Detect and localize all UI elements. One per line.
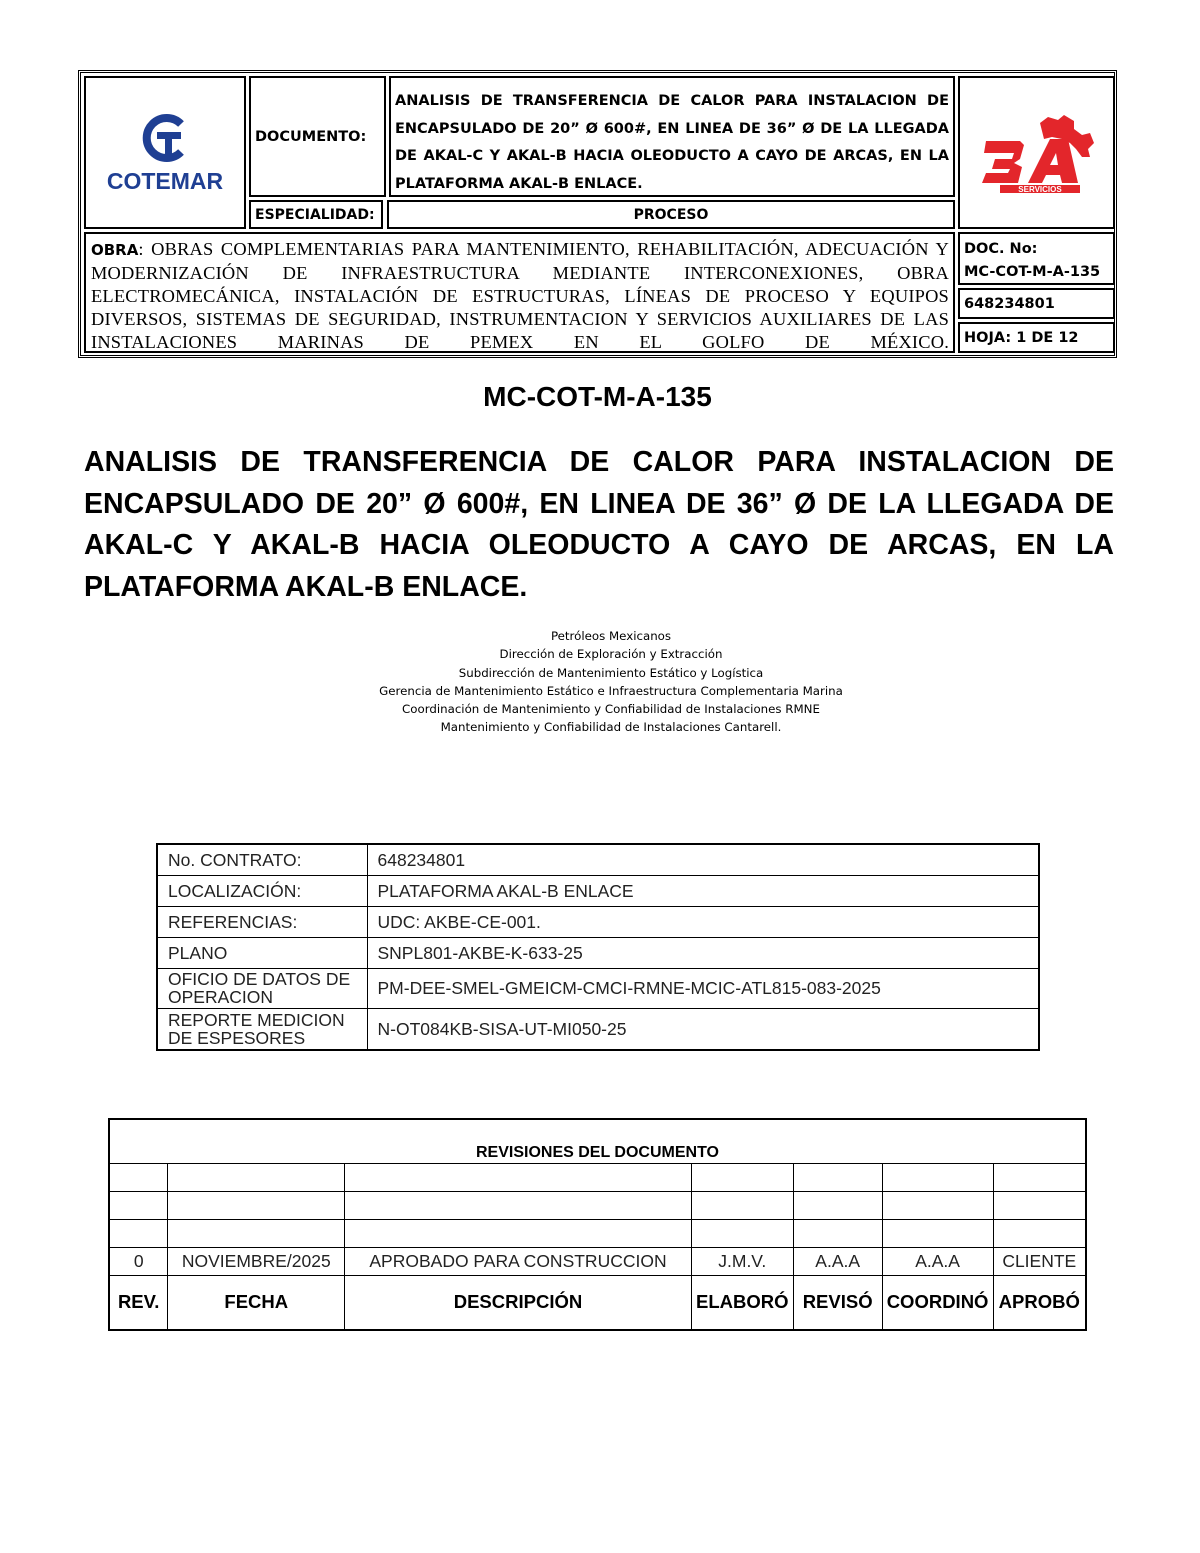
header-description: DESCRIPCIÓN	[345, 1275, 692, 1330]
table-cell	[345, 1191, 692, 1219]
revision-row	[109, 1247, 1086, 1275]
org-line: Subdirección de Mantenimiento Estático y Logística	[458, 665, 764, 680]
table-row	[157, 906, 1039, 937]
table-cell	[993, 1219, 1086, 1247]
table-cell	[993, 1191, 1086, 1219]
document-label: DOCUMENTO:	[249, 76, 386, 197]
table-cell	[993, 1163, 1086, 1191]
servicios-3a-logo-icon	[978, 111, 1096, 195]
table-row	[109, 1119, 1086, 1163]
table-row	[109, 1219, 1086, 1247]
table-cell	[793, 1219, 882, 1247]
org-line: Petróleos Mexicanos	[550, 629, 672, 643]
obra-description	[84, 232, 955, 353]
document-header	[78, 70, 1117, 358]
table-value: UDC: AKBE-CE-001.	[367, 906, 1039, 937]
servicios-3a-logo	[958, 76, 1115, 229]
table-value: PLATAFORMA AKAL-B ENLACE	[367, 875, 1039, 906]
table-cell	[109, 1219, 168, 1247]
table-cell	[109, 1191, 168, 1219]
sheet-count: HOJA: 1 DE 12	[958, 322, 1115, 353]
table-cell	[168, 1163, 345, 1191]
table-cell	[345, 1219, 692, 1247]
specialty-value: PROCESO	[387, 200, 955, 229]
table-key: REFERENCIAS:	[157, 906, 367, 937]
org-line: Gerencia de Mantenimiento Estático e Infraestructura Complementaria Marina	[379, 683, 843, 698]
document-title: ANALISIS DE TRANSFERENCIA DE CALOR PARA INSTALACION DE ENCAPSULADO DE 20” Ø 600#, EN LINEA DE 36” Ø DE LA LLEGADA DE AKAL-C Y AKAL-B HACIA OLEODUCTO A CAYO DE ARCAS, EN LA PLATAFORMA AKAL-B ENLACE.	[389, 76, 955, 197]
table-cell	[691, 1163, 793, 1191]
org-line: Dirección de Exploración y Extracción	[499, 647, 723, 662]
document-code-title: MC-COT-M-A-135	[483, 381, 712, 412]
cotemar-logo-icon	[137, 110, 193, 166]
table-value: N-OT084KB-SISA-UT-MI050-25	[367, 1008, 1039, 1050]
cotemar-logo	[84, 76, 246, 229]
contract-info-table	[156, 843, 1040, 1051]
header-coordinated: COORDINÓ	[882, 1275, 993, 1330]
table-cell	[109, 1163, 168, 1191]
revisions-title: REVISIONES DEL DOCUMENTO	[109, 1119, 1086, 1163]
doc-number-value: MC-COT-M-A-135	[964, 264, 1101, 280]
table-key: OFICIO DE DATOS DE OPERACION	[157, 968, 367, 1008]
table-row	[157, 844, 1039, 875]
table-key: LOCALIZACIÓN:	[157, 875, 367, 906]
table-cell	[168, 1191, 345, 1219]
table-cell	[691, 1219, 793, 1247]
obra-text: : OBRAS COMPLEMENTARIAS PARA MANTENIMIENTO, REHABILITACIÓN, ADECUACIÓN Y MODERNIZACIÓN DE INFRAESTRUCTURA MEDIANTE INTERCONEXIONES, OBRA ELECTROMECÁNICA, INSTALACIÓN DE ESTRUCTURAS, LÍNEAS DE PROCESO Y EQUIPOS DIVERSOS, SISTEMAS DE SEGURIDAD, INSTRUMENTACION Y SERVICIOS AUXILIARES DE LAS INSTALACIONES MARINAS DE PEMEX EN EL GOLFO DE MÉXICO.	[91, 239, 949, 352]
table-row	[109, 1191, 1086, 1219]
revision-approved: CLIENTE	[993, 1247, 1086, 1275]
table-row	[157, 1008, 1039, 1050]
revisions-table	[108, 1118, 1087, 1331]
specialty-label: ESPECIALIDAD:	[249, 200, 383, 229]
header-elaborated: ELABORÓ	[691, 1275, 793, 1330]
table-cell	[793, 1191, 882, 1219]
table-value: 648234801	[367, 844, 1039, 875]
header-approved: APROBÓ	[993, 1275, 1086, 1330]
table-cell	[168, 1219, 345, 1247]
revision-number: 0	[109, 1247, 168, 1275]
table-row	[157, 968, 1039, 1008]
obra-label: OBRA	[91, 241, 139, 259]
table-row	[157, 875, 1039, 906]
doc-number-box	[958, 232, 1115, 285]
table-key: No. CONTRATO:	[157, 844, 367, 875]
table-cell	[882, 1163, 993, 1191]
cotemar-logo-text: COTEMAR	[106, 168, 224, 194]
revision-description: APROBADO PARA CONSTRUCCION	[345, 1247, 692, 1275]
table-cell	[691, 1191, 793, 1219]
org-line: Mantenimiento y Confiabilidad de Instalaciones Cantarell.	[440, 720, 782, 735]
revision-reviewed: A.A.A	[793, 1247, 882, 1275]
revisions-header-row	[109, 1275, 1086, 1330]
header-contract-number: 648234801	[958, 288, 1115, 319]
doc-number-label: DOC. No:	[964, 241, 1038, 257]
header-reviewed: REVISÓ	[793, 1275, 882, 1330]
table-value: PM-DEE-SMEL-GMEICM-CMCI-RMNE-MCIC-ATL815-083-2025	[367, 968, 1039, 1008]
org-line: Coordinación de Mantenimiento y Confiabilidad de Instalaciones RMNE	[402, 702, 820, 717]
revision-coordinated: A.A.A	[882, 1247, 993, 1275]
header-rev: REV.	[109, 1275, 168, 1330]
revision-date: NOVIEMBRE/2025	[168, 1247, 345, 1275]
header-date: FECHA	[168, 1275, 345, 1330]
table-value: SNPL801-AKBE-K-633-25	[367, 937, 1039, 968]
table-cell	[793, 1163, 882, 1191]
table-cell	[882, 1219, 993, 1247]
servicios-3a-subtext: SERVICIOS	[1017, 184, 1062, 194]
table-cell	[882, 1191, 993, 1219]
table-key: PLANO	[157, 937, 367, 968]
table-key: REPORTE MEDICION DE ESPESORES	[157, 1008, 367, 1050]
revision-elaborated: J.M.V.	[691, 1247, 793, 1275]
table-cell	[345, 1163, 692, 1191]
main-title: ANALISIS DE TRANSFERENCIA DE CALOR PARA INSTALACION DE ENCAPSULADO DE 20” Ø 600#, EN LINEA DE 36” Ø DE LA LLEGADA DE AKAL-C Y AKAL-B HACIA OLEODUCTO A CAYO DE ARCAS, EN LA PLATAFORMA AKAL-B ENLACE.	[84, 446, 1114, 603]
table-row	[109, 1163, 1086, 1191]
table-row	[157, 937, 1039, 968]
organization-list	[0, 627, 1200, 737]
